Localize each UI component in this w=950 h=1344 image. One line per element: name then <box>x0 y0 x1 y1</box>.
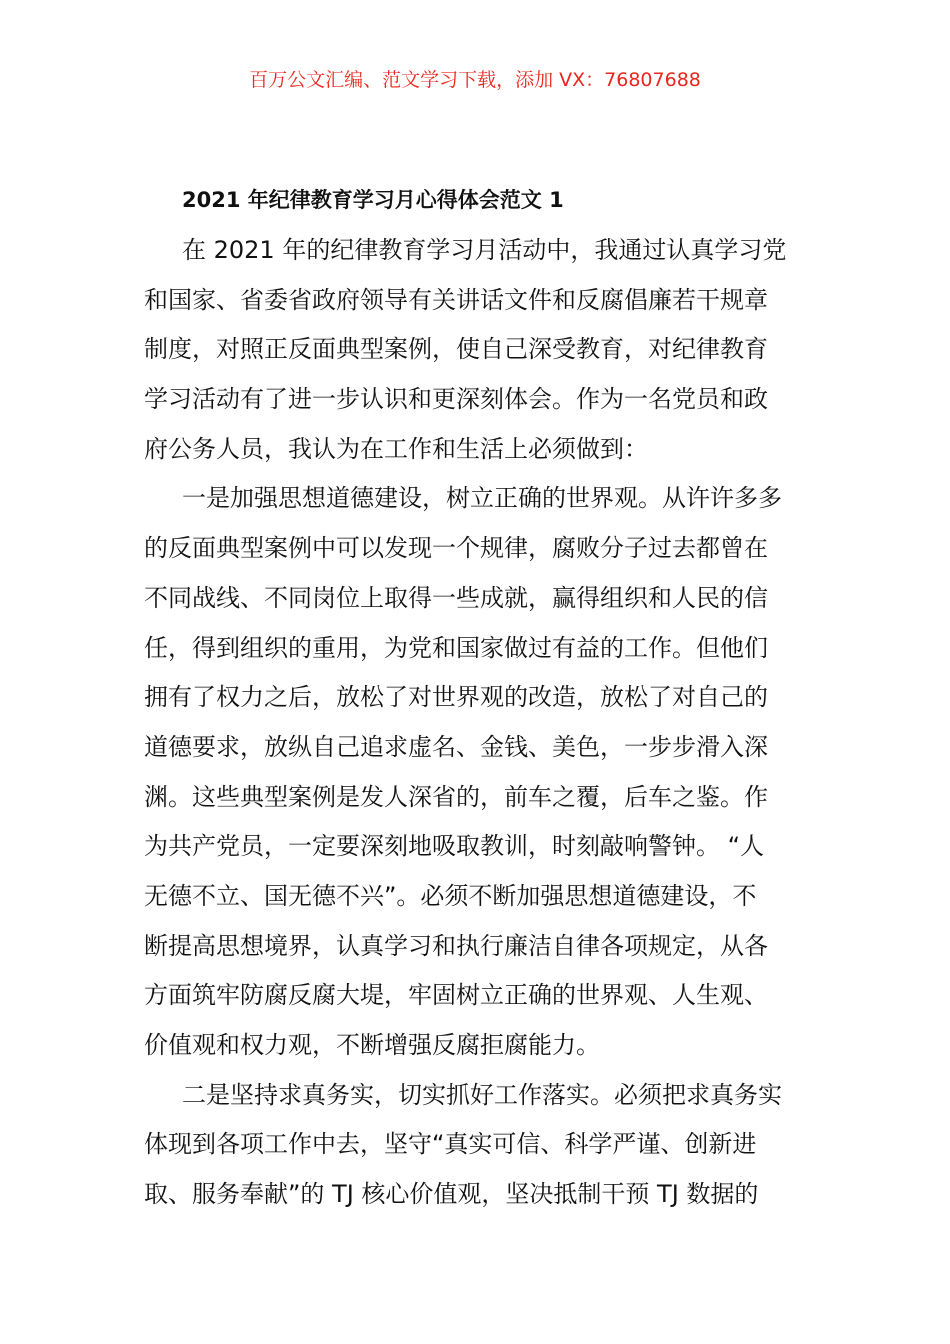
paragraph-2-line-12: 价值观和权力观，不断增强反腐拒腐能力。 <box>144 1031 600 1059</box>
paragraph-1-line-3: 制度，对照正反面典型案例，使自己深受教育，对纪律教育 <box>144 335 768 364</box>
paragraph-2-line-11: 方面筑牢防腐反腐大堤，牢固树立正确的世界观、人生观、 <box>144 981 768 1010</box>
paragraph-3-line-2: 体现到各项工作中去，坚守“真实可信、科学严谨、创新进 <box>144 1130 757 1159</box>
document-body <box>144 230 787 1224</box>
paragraph-1-line-2: 和国家、省委省政府领导有关讲话文件和反腐倡廉若干规章 <box>144 285 768 314</box>
paragraph-3-line-1: 二是坚持求真务实，切实抓好工作落实。必须把求真务实 <box>182 1080 782 1109</box>
paragraph-2-line-10: 断提高思想境界，认真学习和执行廉洁自律各项规定，从各 <box>144 931 768 960</box>
paragraph-2-line-8: 为共产党员，一定要深刻地吸取教训，时刻敲响警钟。 “人 <box>144 832 765 861</box>
paragraph-1-line-1: 在 2021 年的纪律教育学习月活动中，我通过认真学习党 <box>182 236 787 264</box>
document-title: 2021 年纪律教育学习月心得体会范文 1 <box>182 188 564 212</box>
paragraph-2-line-3: 不同战线、不同岗位上取得一些成就，赢得组织和人民的信 <box>144 583 768 612</box>
paragraph-2-line-9: 无德不立、国无德不兴”。必须不断加强思想道德建设，不 <box>144 881 757 910</box>
paragraph-2-line-7: 渊。这些典型案例是发人深省的，前车之覆，后车之鉴。作 <box>144 782 768 811</box>
paragraph-2-line-2: 的反面典型案例中可以发现一个规律，腐败分子过去都曾在 <box>144 534 768 563</box>
paragraph-3-line-3: 取、服务奉献”的 TJ 核心价值观，坚决抵制干预 TJ 数据的 <box>144 1180 759 1209</box>
paragraph-2-line-1: 一是加强思想道德建设，树立正确的世界观。从许许多多 <box>182 484 782 513</box>
paragraph-1-line-4: 学习活动有了进一步认识和更深刻体会。作为一名党员和政 <box>144 385 768 414</box>
paragraph-1-line-5: 府公务人员，我认为在工作和生活上必须做到： <box>144 434 648 463</box>
header-watermark-note: 百万公文汇编、范文学习下载，添加 VX：76807688 <box>249 69 701 91</box>
paragraph-2-line-4: 任，得到组织的重用，为党和国家做过有益的工作。但他们 <box>144 633 768 662</box>
paragraph-2-line-5: 拥有了权力之后，放松了对世界观的改造，放松了对自己的 <box>144 683 768 712</box>
paragraph-2-line-6: 道德要求，放纵自己追求虚名、金钱、美色，一步步滑入深 <box>144 732 768 761</box>
